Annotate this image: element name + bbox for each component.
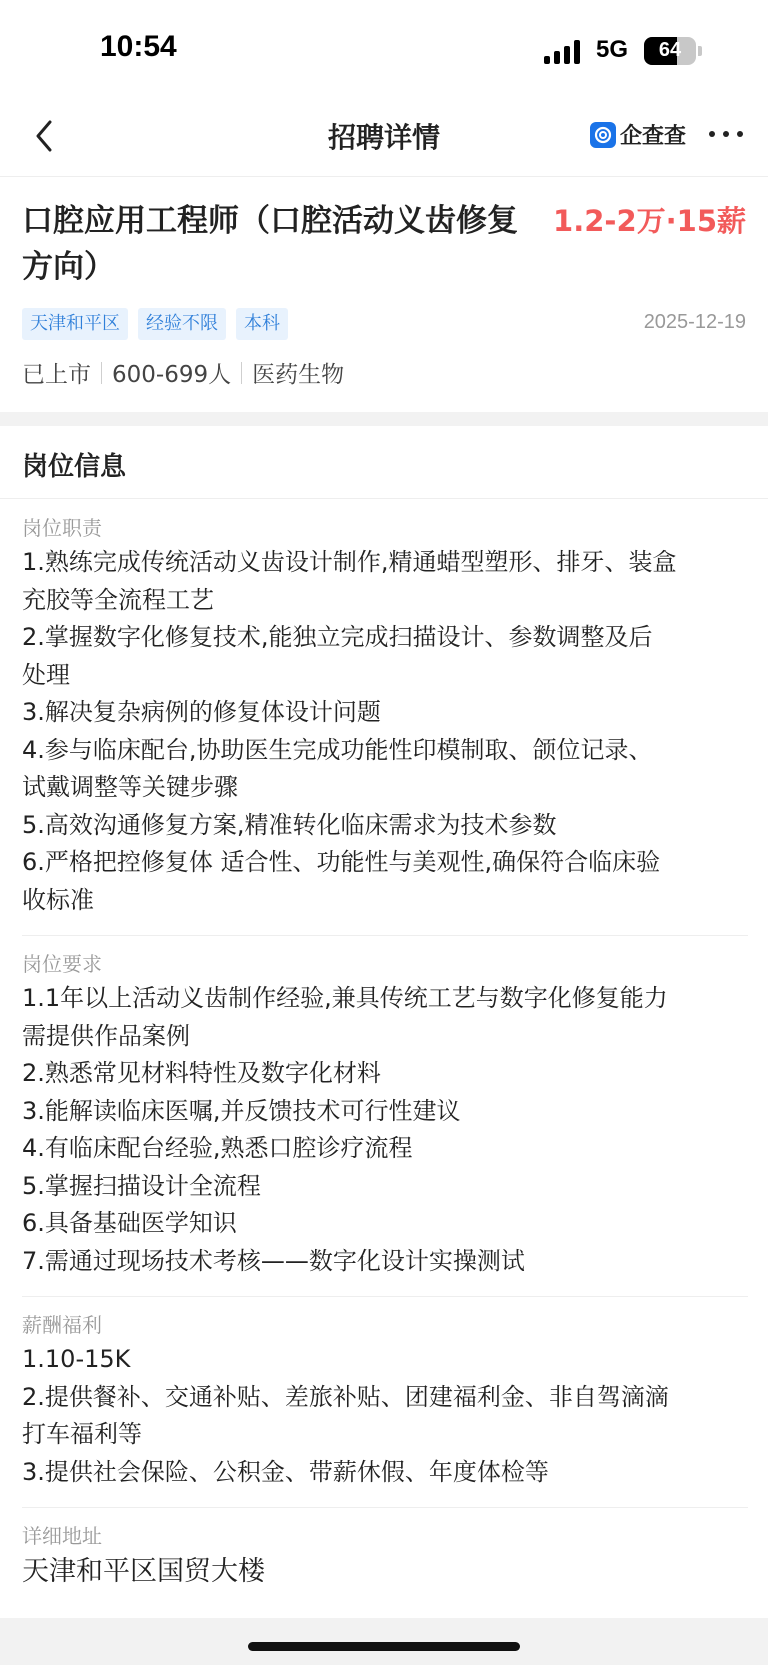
requirement-line: 1.1年以上活动义齿制作经验,兼具传统工艺与数字化修复能力: [22, 984, 668, 1012]
requirement-line: 3.能解读临床医嘱,并反馈技术可行性建议: [22, 1096, 461, 1125]
nav-bar: [0, 96, 768, 177]
company-info: [22, 356, 344, 389]
company-listing-status: 已上市: [22, 362, 91, 388]
requirements-block: [22, 950, 748, 1280]
duty-line: 5.高效沟通修复方案,精准转化临床需求为技术参数: [22, 810, 557, 839]
post-date: 2025-12-19: [643, 311, 746, 333]
requirement-line: 5.掌握扫描设计全流程: [22, 1171, 261, 1200]
address-label: 详细地址: [22, 1524, 102, 1548]
address-value: 天津和平区国贸大楼: [22, 1556, 265, 1587]
job-title: 口腔应用工程师（口腔活动义齿修复方向）: [22, 203, 518, 285]
benefits-block: [22, 1311, 748, 1491]
duty-line: 1.熟练完成传统活动义齿设计制作,精通蜡型塑形、排牙、装盒: [22, 548, 677, 576]
divider: [22, 1296, 748, 1297]
status-bar: [0, 0, 768, 96]
requirement-line: 6.具备基础医学知识: [22, 1209, 237, 1237]
job-tags: [22, 308, 298, 340]
requirement-line: 7.需通过现场技术考核——数字化设计实操测试: [22, 1246, 525, 1275]
benefits-content: [22, 1341, 748, 1491]
section-gap: [0, 412, 768, 426]
battery-level: 64: [658, 39, 682, 61]
requirement-line: 2.熟悉常见材料特性及数字化材料: [22, 1059, 381, 1087]
benefit-line: 2.提供餐补、交通补贴、差旅补贴、团建福利金、非自驾滴滴: [22, 1382, 669, 1411]
company-size: 600-699人: [112, 362, 232, 388]
salary: 1.2-2万·15薪: [553, 204, 746, 238]
battery-icon: [644, 37, 696, 65]
requirements-content: [22, 980, 748, 1280]
benefit-line: 打车福利等: [22, 1420, 142, 1448]
duties-content: [22, 544, 748, 919]
company-industry: 医药生物: [252, 362, 345, 388]
page-title: 招聘详情: [327, 121, 440, 154]
requirement-line: 需提供作品案例: [22, 1021, 190, 1050]
tag-experience: 经验不限: [138, 308, 226, 340]
info-separator: [101, 362, 102, 384]
duty-line: 4.参与临床配台,协助医生完成功能性印模制取、颌位记录、: [22, 735, 653, 764]
requirements-label: 岗位要求: [22, 952, 102, 976]
divider: [22, 935, 748, 936]
benefit-line: 3.提供社会保险、公积金、带薪休假、年度体检等: [22, 1457, 549, 1486]
qichacha-logo-icon: [590, 122, 616, 148]
tag-education: 本科: [236, 308, 288, 340]
divider: [0, 498, 768, 499]
duties-block: [22, 514, 748, 919]
duty-line: 试戴调整等关键步骤: [22, 773, 238, 801]
duty-line: 收标准: [22, 885, 94, 914]
cellular-signal-icon: [544, 40, 584, 64]
benefit-line: 1.10-15K: [22, 1345, 131, 1373]
duty-line: 3.解决复杂病例的修复体设计问题: [22, 698, 381, 726]
brand-link[interactable]: [590, 119, 686, 150]
address-block: [22, 1522, 748, 1592]
more-horizontal-icon: [706, 124, 746, 144]
more-button[interactable]: [706, 124, 746, 144]
battery-tip: [698, 46, 702, 56]
status-time: 10:54: [100, 30, 177, 63]
tag-location: 天津和平区: [22, 308, 128, 340]
duty-line: 充胶等全流程工艺: [22, 585, 214, 614]
duties-label: 岗位职责: [22, 516, 102, 540]
requirement-line: 4.有临床配台经验,熟悉口腔诊疗流程: [22, 1134, 413, 1162]
benefits-label: 薪酬福利: [22, 1313, 102, 1337]
network-type: 5G: [596, 36, 629, 63]
home-indicator[interactable]: [248, 1642, 520, 1651]
section-title: 岗位信息: [22, 452, 127, 482]
brand-name: 企查查: [620, 124, 687, 149]
duty-line: 6.严格把控修复体 适合性、功能性与美观性,确保符合临床验: [22, 848, 661, 876]
divider: [22, 1507, 748, 1508]
duty-line: 2.掌握数字化修复技术,能独立完成扫描设计、参数调整及后: [22, 623, 653, 651]
duty-line: 处理: [22, 660, 70, 689]
info-separator: [241, 362, 242, 384]
